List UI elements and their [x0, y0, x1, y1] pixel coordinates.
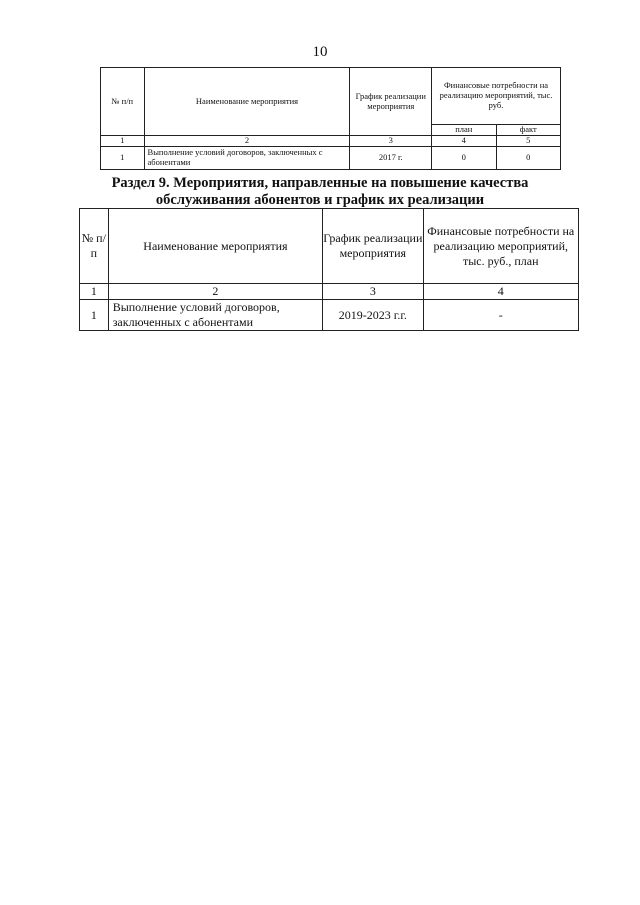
page-number: 10	[312, 44, 328, 60]
column-number: 2	[108, 284, 322, 300]
section-title-line1: Раздел 9. Мероприятия, направленные на повышение качества	[111, 175, 529, 191]
header-schedule: График реализации мероприятия	[350, 68, 432, 136]
header-finance: Финансовые потребности на реализацию мероприятий, тыс. руб.	[432, 68, 561, 125]
column-number: 4	[432, 136, 496, 147]
column-number: 2	[144, 136, 350, 147]
section-title	[0, 175, 640, 209]
cell-num: 1	[101, 147, 145, 170]
finance-table-previous	[100, 67, 561, 170]
header-name: Наименование мероприятия	[108, 209, 322, 284]
column-number: 4	[423, 284, 578, 300]
cell-fact: 0	[496, 147, 561, 170]
cell-finance: -	[423, 300, 578, 331]
header-num: № п/п	[101, 68, 145, 136]
header-finance: Финансовые потребности на реализацию мероприятий, тыс. руб., план	[423, 209, 578, 284]
finance-table-section9	[79, 208, 579, 331]
column-number: 3	[350, 136, 432, 147]
header-name: Наименование мероприятия	[144, 68, 350, 136]
table-row	[80, 300, 579, 331]
header-fact: факт	[496, 125, 561, 136]
table-row	[101, 147, 561, 170]
cell-num: 1	[80, 300, 109, 331]
column-number: 1	[101, 136, 145, 147]
column-number: 1	[80, 284, 109, 300]
cell-plan: 0	[432, 147, 496, 170]
cell-schedule: 2019-2023 г.г.	[323, 300, 423, 331]
cell-name: Выполнение условий договоров, заключенных с абонентами	[144, 147, 350, 170]
header-plan: план	[432, 125, 496, 136]
column-number: 5	[496, 136, 561, 147]
cell-schedule: 2017 г.	[350, 147, 432, 170]
cell-name: Выполнение условий договоров, заключенных с абонентами	[108, 300, 322, 331]
section-title-line2: обслуживания абонентов и график их реализации	[155, 192, 485, 208]
header-schedule: График реализации мероприятия	[323, 209, 423, 284]
column-number: 3	[323, 284, 423, 300]
header-num: № п/ п	[80, 209, 109, 284]
